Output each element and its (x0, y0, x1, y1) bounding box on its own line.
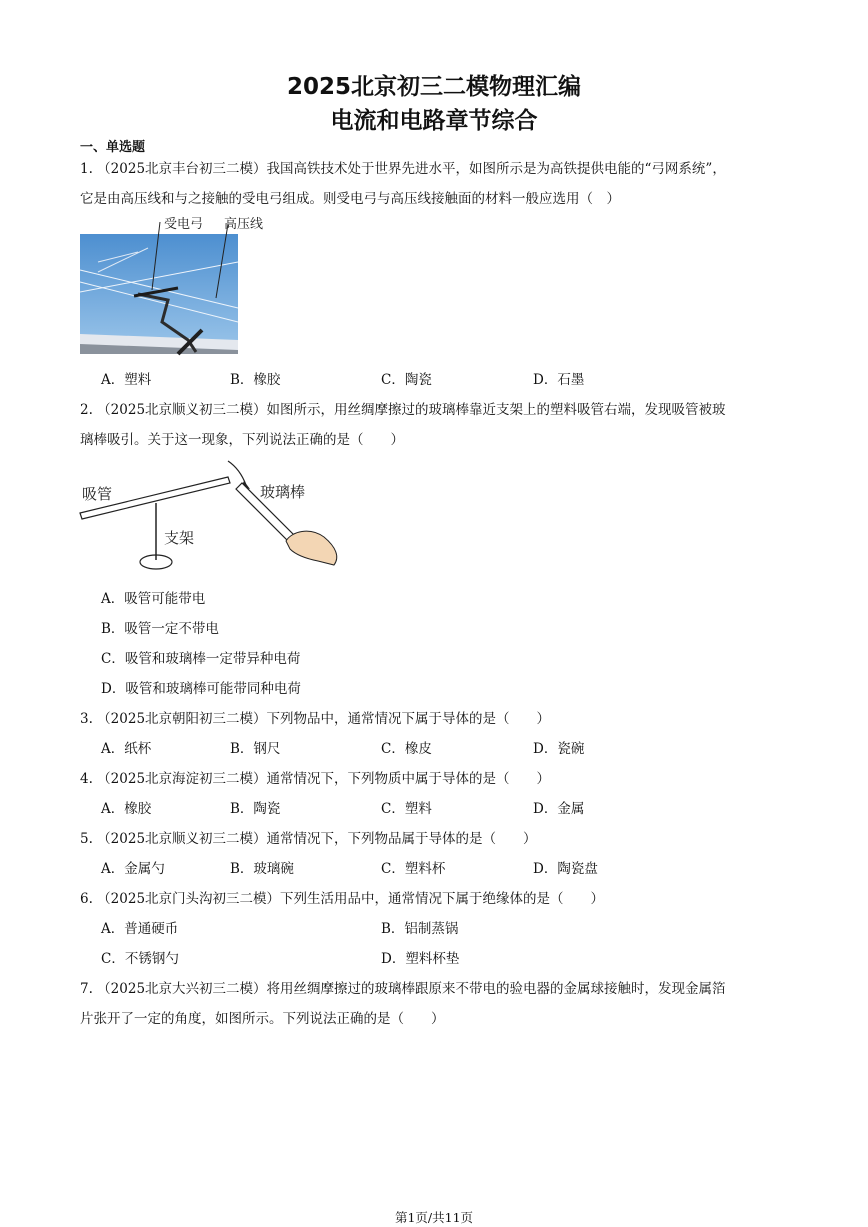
page-subtitle: 电流和电路章节综合 (330, 108, 538, 134)
q5-text-line1: 5. （2025北京顺义初三二模）通常情况下，下列物品属于导体的是（ ） (80, 831, 537, 847)
q4-option-d[interactable]: D．金属 (533, 801, 585, 817)
q1-option-b[interactable]: B．橡胶 (230, 372, 281, 388)
q1-pantograph-figure (78, 212, 278, 357)
q6-option-d[interactable]: D．塑料杯垫 (381, 951, 460, 967)
page-title: 2025北京初三二模物理汇编 (286, 74, 581, 100)
q1-label-highvoltage: 高压线 (224, 217, 264, 232)
q2-label-rod: 玻璃棒 (260, 483, 306, 501)
q4-option-c[interactable]: C．塑料 (381, 801, 432, 817)
q1-option-d[interactable]: D．石墨 (533, 372, 585, 388)
section-heading: 一、单选题 (80, 140, 146, 155)
q1-text-line2: 它是由高压线和与之接触的受电弓组成。则受电弓与高压线接触面的材料一般应选用（ ） (80, 191, 620, 207)
q1-option-c[interactable]: C．陶瓷 (381, 372, 432, 388)
q6-option-c[interactable]: C．不锈钢勺 (101, 951, 179, 967)
q4-text-line1: 4. （2025北京海淀初三二模）通常情况下，下列物质中属于导体的是（ ） (80, 771, 551, 787)
q5-option-b[interactable]: B．玻璃碗 (230, 861, 294, 877)
q7-text-line2: 片张开了一定的角度，如图所示。下列说法正确的是（ ） (80, 1011, 445, 1027)
q2-option-a[interactable]: A．吸管可能带电 (101, 591, 206, 607)
q1-text-line1: 1. （2025北京丰台初三二模）我国高铁技术处于世界先进水平，如图所示是为高铁提供电能的“弓网系统”， (80, 161, 726, 177)
q1-label-pantograph: 受电弓 (164, 217, 204, 232)
q1-option-a[interactable]: A．塑料 (101, 372, 152, 388)
q4-option-a[interactable]: A．橡胶 (101, 801, 152, 817)
q2-option-c[interactable]: C．吸管和玻璃棒一定带异种电荷 (101, 651, 301, 667)
q5-option-c[interactable]: C．塑料杯 (381, 861, 446, 877)
q2-text-line1: 2. （2025北京顺义初三二模）如图所示，用丝绸摩擦过的玻璃棒靠近支架上的塑料吸管右端，发现吸管被玻 (80, 402, 726, 418)
q3-option-a[interactable]: A．纸杯 (101, 741, 152, 757)
page-footer: 第1页/共11页 (394, 1210, 474, 1225)
q7-text-line1: 7. （2025北京大兴初三二模）将用丝绸摩擦过的玻璃棒跟原来不带电的验电器的金属球接触时，发现金属箔 (80, 981, 726, 997)
q3-option-c[interactable]: C．橡皮 (381, 741, 432, 757)
q6-text-line1: 6. （2025北京门头沟初三二模）下列生活用品中，通常情况下属于绝缘体的是（ ） (80, 891, 605, 907)
q2-option-d[interactable]: D．吸管和玻璃棒可能带同种电荷 (101, 681, 301, 697)
q2-straw-figure (78, 455, 348, 580)
q6-option-a[interactable]: A．普通硬币 (101, 921, 179, 937)
q2-label-stand: 支架 (164, 529, 195, 547)
q4-option-b[interactable]: B．陶瓷 (230, 801, 281, 817)
q2-text-line2: 璃棒吸引。关于这一现象，下列说法正确的是（ ） (80, 432, 404, 448)
q3-option-d[interactable]: D．瓷碗 (533, 741, 585, 757)
q5-option-d[interactable]: D．陶瓷盘 (533, 861, 598, 877)
q2-label-straw: 吸管 (82, 485, 113, 503)
q3-text-line1: 3. （2025北京朝阳初三二模）下列物品中，通常情况下属于导体的是（ ） (80, 711, 551, 727)
q6-option-b[interactable]: B．铝制蒸锅 (381, 921, 459, 937)
q5-option-a[interactable]: A．金属勺 (101, 861, 165, 877)
q3-option-b[interactable]: B．钢尺 (230, 741, 281, 757)
q2-option-b[interactable]: B．吸管一定不带电 (101, 621, 219, 637)
